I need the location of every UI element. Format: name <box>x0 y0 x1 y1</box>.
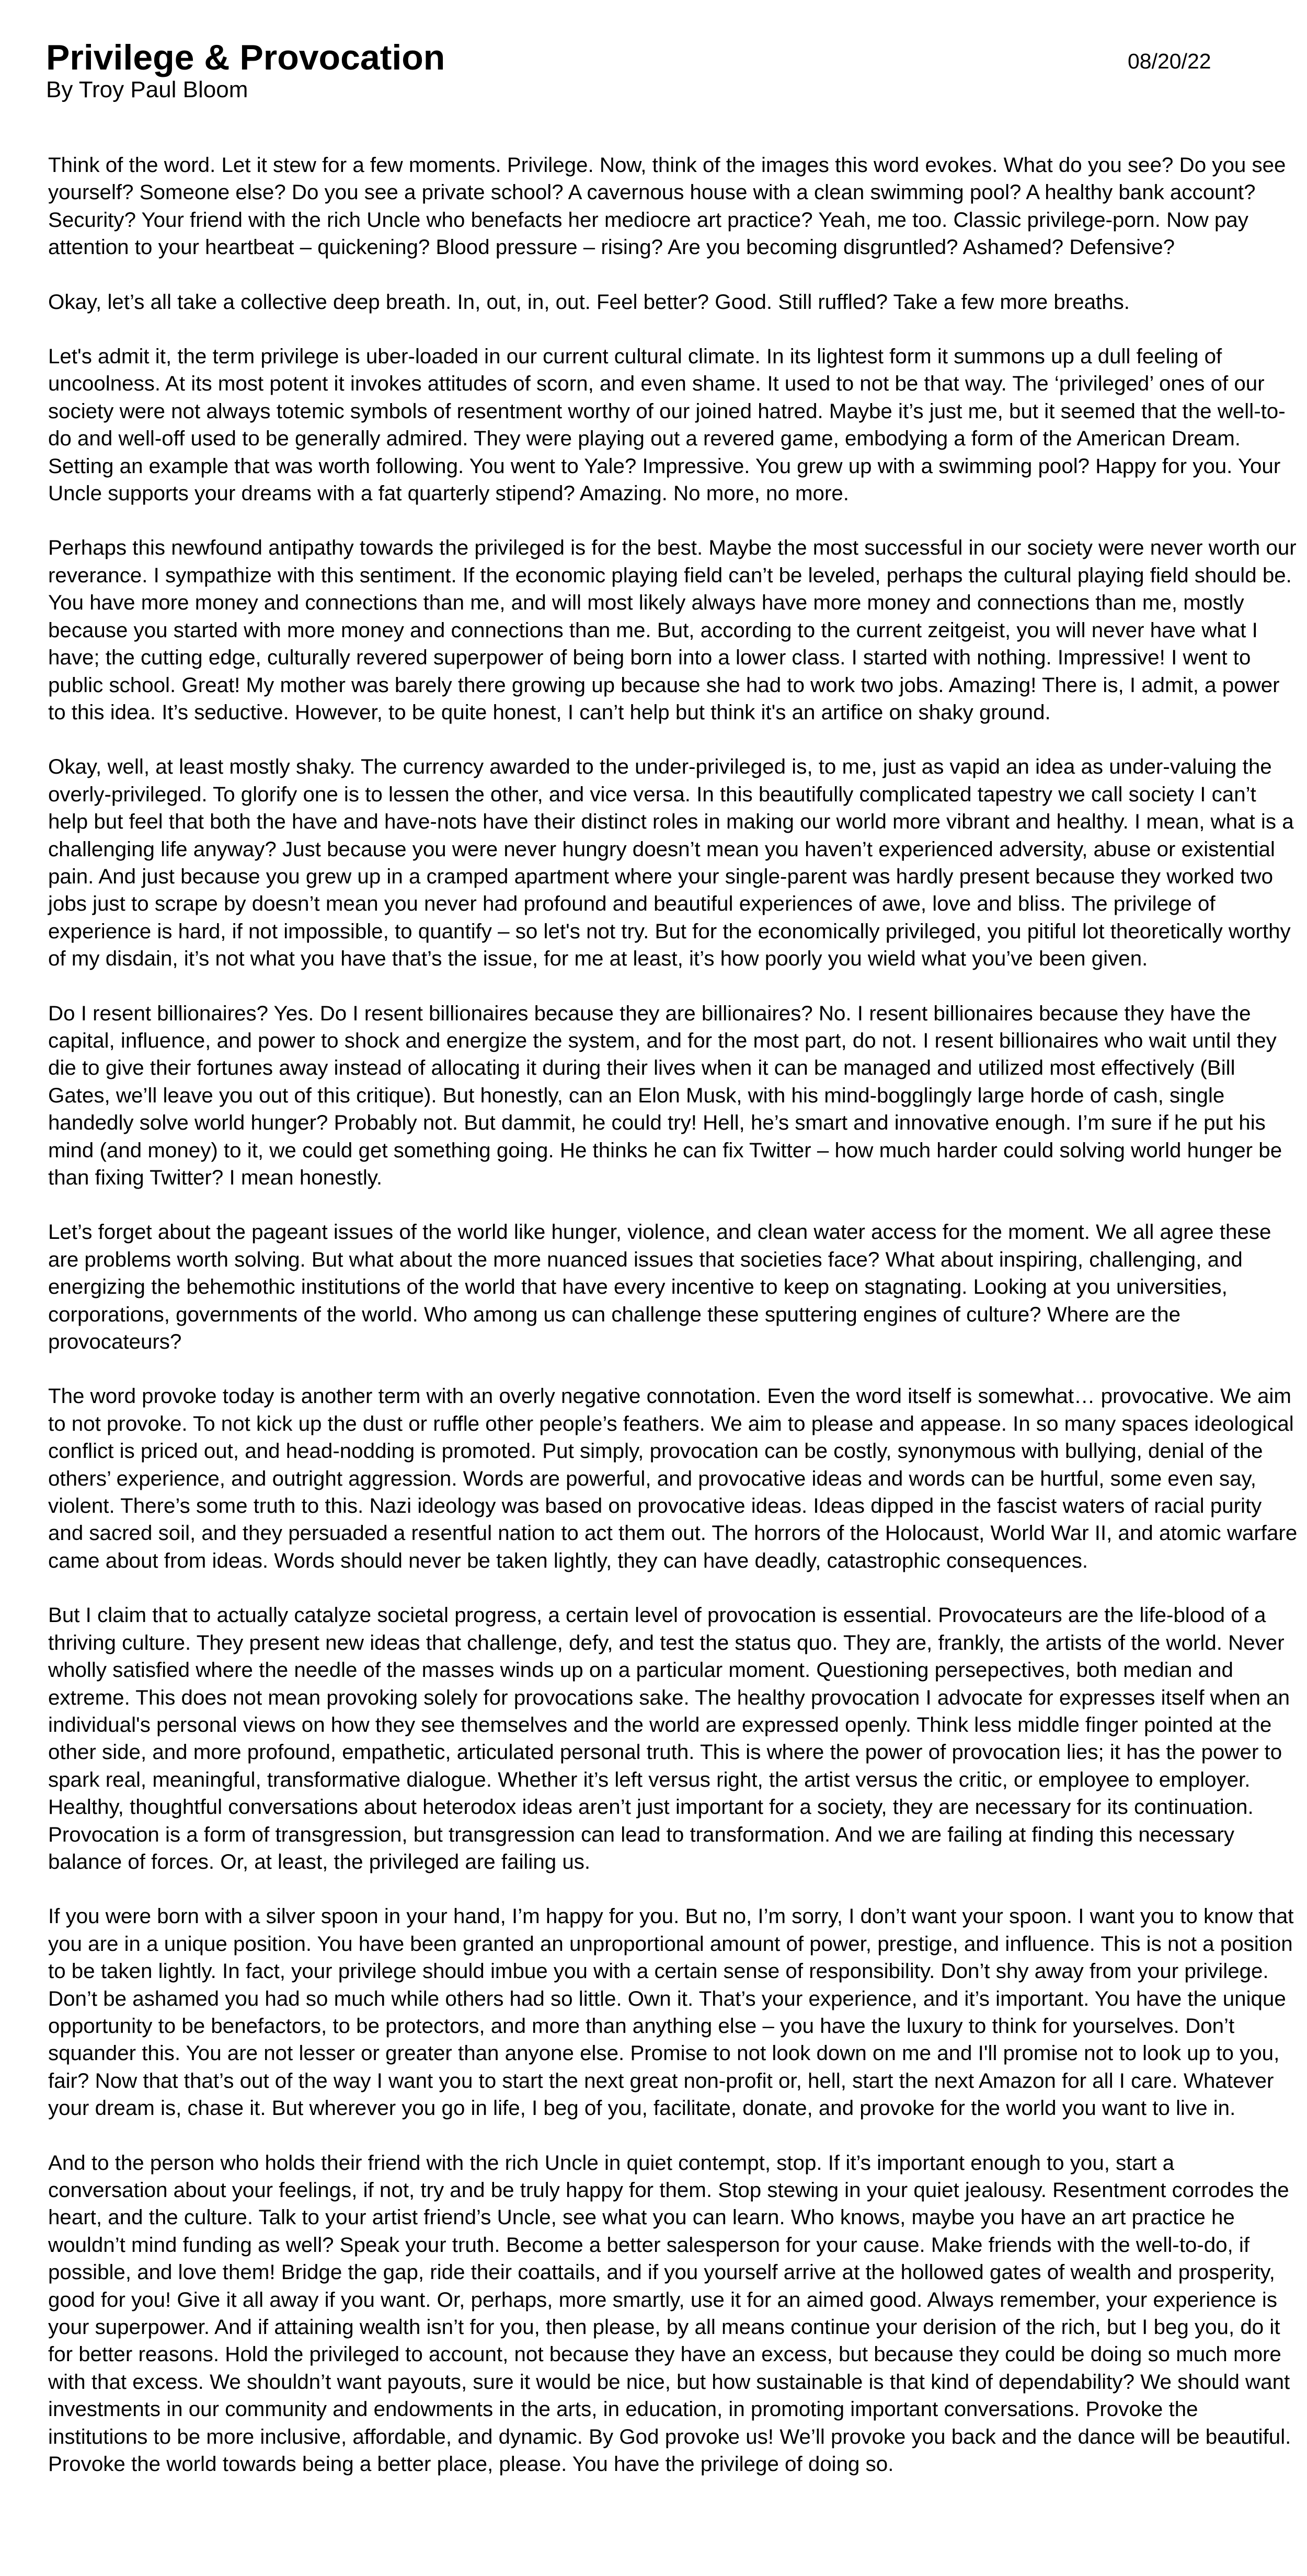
article-body <box>48 152 1298 2505</box>
paragraph: Perhaps this newfound antipathy towards the privileged is for the best. Maybe the most successful in our society were never worth our reverance. I sympathize with this sentiment. If the economic playing field can’t be leveled, perhaps the cultural playing field should be. You have more money and connections than me, and will most likely always have more money and connections than me, mostly because you started with more money and connections than me. But, according to the current zeitgeist, you will never have what I have; the cutting edge, culturally revered superpower of being born into a lower class. I started with nothing. Impressive! I went to public school. Great! My mother was barely there growing up because she had to work two jobs. Amazing! There is, I admit, a power to this idea. It’s seductive. However, to be quite honest, I can’t help but think it's an artifice on shaky ground. <box>48 536 1297 724</box>
paragraph: If you were born with a silver spoon in your hand, I’m happy for you. But no, I’m sorry, I don’t want your spoon. I want you to know that you are in a unique position. You have been granted an unproportional amount of power, prestige, and influence. This is not a position to be taken lightly. In fact, your privilege should imbue you with a certain sense of responsibility. Don’t shy away from your privilege. Don’t be ashamed you had so much while others had so little. Own it. That’s your experience, and it’s important. You have the unique opportunity to be benefactors, to be protectors, and more than anything else – you have the luxury to think for yourselves. Don’t squander this. You are not lesser or greater than anyone else. Promise to not look down on me and I'll promise not to look up to you, fair? Now that that’s out of the way I want you to start the next great non-profit or, hell, start the next Amazon for all I care. Whatever your dream is, chase it. But wherever you go in life, I beg of you, facilitate, donate, and provoke for the world you want to live in. <box>48 1904 1294 2120</box>
paragraph: Let’s forget about the pageant issues of the world like hunger, violence, and clean water access for the moment. We all agree these are problems worth solving. But what about the more nuanced issues that societies face? What about inspiring, challenging, and energizing the behemothic institutions of the world that have every incentive to keep on stagnating. Looking at you universities, corporations, governments of the world. Who among us can challenge these sputtering engines of culture? Where are the provocateurs? <box>48 1220 1271 1354</box>
article-title: Privilege & Provocation <box>46 38 445 77</box>
paragraph: Okay, let’s all take a collective deep breath. In, out, in, out. Feel better? Good. Still ruffled? Take a few more breaths. <box>48 290 1130 314</box>
article-date: 08/20/22 <box>1128 49 1211 73</box>
paragraph: But I claim that to actually catalyze societal progress, a certain level of provocation is essential. Provocateurs are the life-blood of a thriving culture. They present new ideas that challenge, defy, and test the status quo. They are, frankly, the artists of the world. Never wholly satisfied where the needle of the masses winds up on a particular moment. Questioning persepectives, both median and extreme. This does not mean provoking solely for provocations sake. The healthy provocation I advocate for expresses itself when an individual's personal views on how they see themselves and the world are expressed openly. Think less middle finger pointed at the other side, and more profound, empathetic, articulated personal truth. This is where the power of provocation lies; it has the power to spark real, meaningful, transformative dialogue. Whether it’s left versus right, the artist versus the critic, or employee to employer. Healthy, thoughtful conversations about heterodox ideas aren’t just important for a society, they are necessary for its continuation. Provocation is a form of transgression, but transgression can lead to transformation. And we are failing at finding this necessary balance of forces. Or, at least, the privileged are failing us. <box>48 1603 1290 1873</box>
paragraph: Do I resent billionaires? Yes. Do I resent billionaires because they are billionaires? No. I resent billionaires because they have the capital, influence, and power to shock and energize the system, and for the most part, do not. I resent billionaires who wait until they die to give their fortunes away instead of allocating it during their lives when it can be managed and utilized most effectively (Bill Gates, we’ll leave you out of this critique). But honestly, can an Elon Musk, with his mind-bogglingly large horde of cash, single handedly solve world hunger? Probably not. But dammit, he could try! Hell, he’s smart and innovative enough. I’m sure if he put his mind (and money) to it, we could get something going. He thinks he can fix Twitter – how much harder could solving world hunger be than fixing Twitter? I mean honestly. <box>48 1001 1282 1189</box>
paragraph: Think of the word. Let it stew for a few moments. Privilege. Now, think of the images this word evokes. What do you see? Do you see yourself? Someone else? Do you see a private school? A cavernous house with a clean swimming pool? A healthy bank account? Security? Your friend with the rich Uncle who benefacts her mediocre art practice? Yeah, me too. Classic privilege-porn. Now pay attention to your heartbeat – quickening? Blood pressure – rising? Are you becoming disgruntled? Ashamed? Defensive? <box>48 153 1286 259</box>
paragraph: Let's admit it, the term privilege is uber-loaded in our current cultural climate. In its lightest form it summons up a dull feeling of uncoolness. At its most potent it invokes attitudes of scorn, and even shame. It used to not be that way. The ‘privileged’ ones of our society were not always totemic symbols of resentment worthy of our joined hatred. Maybe it’s just me, but it seemed that the well-to-do and well-off used to be generally admired. They were playing out a revered game, embodying a form of the American Dream. Setting an example that was worth following. You went to Yale? Impressive. You grew up with a swimming pool? Happy for you. Your Uncle supports your dreams with a fat quarterly stipend? Amazing. No more, no more. <box>48 344 1286 505</box>
paragraph: And to the person who holds their friend with the rich Uncle in quiet contempt, stop. If it’s important enough to you, start a conversation about your feelings, if not, try and be truly happy for them. Stop stewing in your quiet jealousy. Resentment corrodes the heart, and the culture. Talk to your artist friend’s Uncle, see what you can learn. Who knows, maybe you have an art practice he wouldn’t mind funding as well? Speak your truth. Become a better salesperson for your cause. Make friends with the well-to-do, if possible, and love them! Bridge the gap, ride their coattails, and if you yourself arrive at the hollowed gates of wealth and prosperity, good for you! Give it all away if you want. Or, perhaps, more smartly, use it for an aimed good. Always remember, your experience is your superpower. And if attaining wealth isn’t for you, then please, by all means continue your derision of the rich, but I beg you, do it for better reasons. Hold the privileged to account, not because they have an excess, but because they could be doing so much more with that excess. We shouldn’t want payouts, sure it would be nice, but how sustainable is that kind of dependability? We should want investments in our community and endowments in the arts, in education, in promoting important conversations. Provoke the institutions to be more inclusive, affordable, and dynamic. By God provoke us! We’ll provoke you back and the dance will be beautiful. Provoke the world towards being a better place, please. You have the privilege of doing so. <box>48 2150 1291 2476</box>
article-byline: By Troy Paul Bloom <box>46 77 248 102</box>
paragraph: Okay, well, at least mostly shaky. The currency awarded to the under-privileged is, to me, just as vapid an idea as under-valuing the overly-privileged. To glorify one is to lessen the other, and vice versa. In this beautifully complicated tapestry we call society I can’t help but feel that both the have and have-nots have their distinct roles in making our world more vibrant and healthy. I mean, what is a challenging life anyway? Just because you were never hungry doesn’t mean you haven’t experienced adversity, abuse or existential pain. And just because you grew up in a cramped apartment where your single-parent was hardly present because they worked two jobs just to scrape by doesn’t mean you never had profound and beautiful experiences of awe, love and bliss. The privilege of experience is hard, if not impossible, to quantify – so let's not try. But for the economically privileged, you pitiful lot theoretically worthy of my disdain, it’s not what you have that’s the issue, for me at least, it’s how poorly you wield what you’ve been given. <box>48 755 1294 971</box>
paragraph: The word provoke today is another term with an overly negative connotation. Even the word itself is somewhat… provocative. We aim to not provoke. To not kick up the dust or ruffle other people’s feathers. We aim to please and appease. In so many spaces ideological conflict is priced out, and head-nodding is promoted. Put simply, provocation can be costly, synonymous with bullying, denial of the others’ experience, and outright aggression. Words are powerful, and provocative ideas and words can be hurtful, some even say, violent. There’s some truth to this. Nazi ideology was based on provocative ideas. Ideas dipped in the fascist waters of racial purity and sacred soil, and they persuaded a resentful nation to act them out. The horrors of the Holocaust, World War II, and atomic warfare came about from ideas. Words should never be taken lightly, they can have deadly, catastrophic consequences. <box>48 1384 1298 1572</box>
